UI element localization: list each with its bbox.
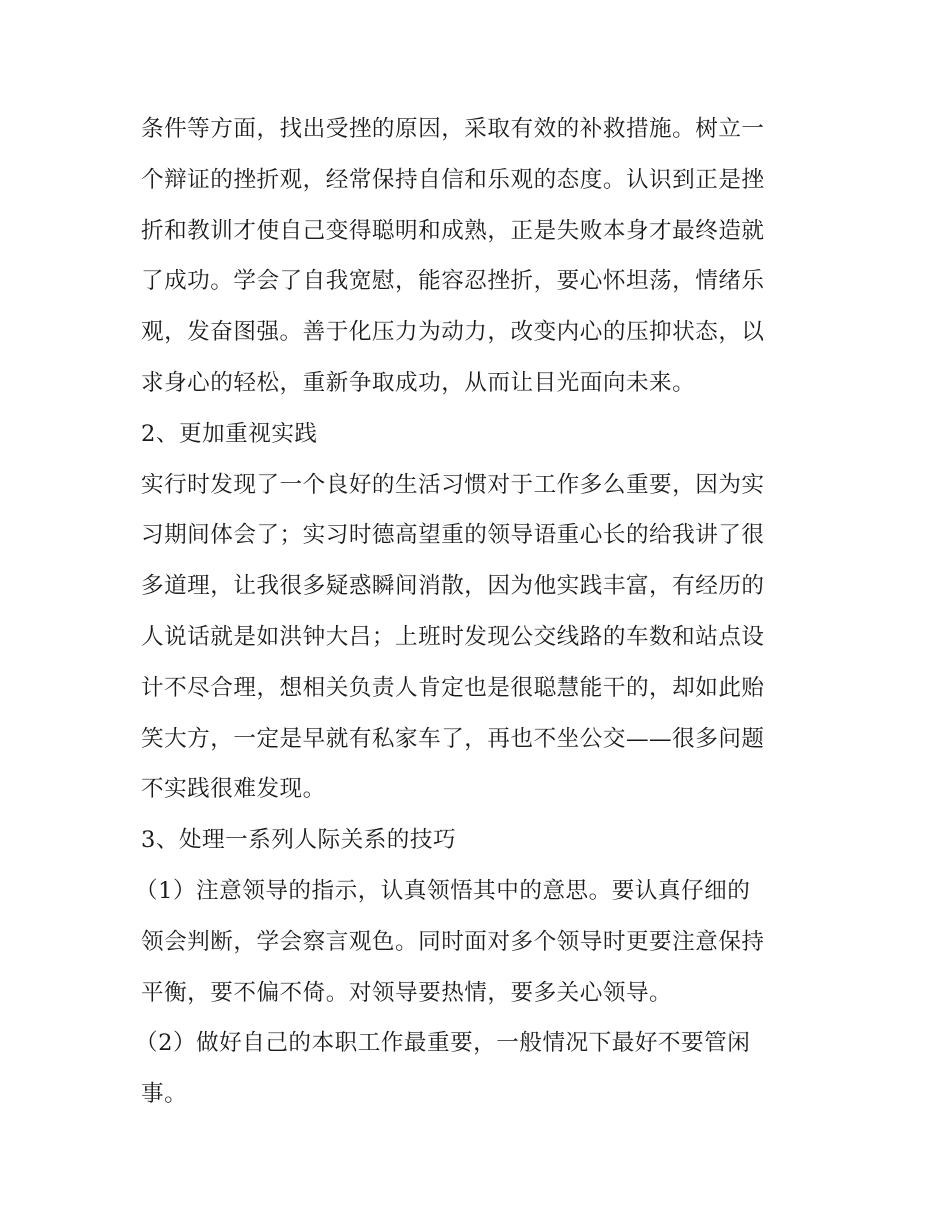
paragraph-line-12: 笑大方，一定是早就有私家车了，再也不坐公交——很多问题	[141, 725, 765, 752]
paragraph-line-11: 计不尽合理，想相关负责人肯定也是很聪慧能干的，却如此贻	[141, 674, 765, 701]
document-body	[135, 104, 813, 1120]
paragraph-line-1: 条件等方面，找出受挫的原因，采取有效的补救措施。树立一	[141, 116, 765, 142]
paragraph-line-7: 实行时发现了一个良好的生活习惯对于工作多么重要，因为实	[141, 471, 765, 498]
section-heading-2: 2、更加重视实践	[141, 420, 318, 447]
paragraph-line-4: 了成功。学会了自我宽慰，能容忍挫折，要心怀坦荡，情绪乐	[141, 268, 765, 295]
list-item-2-line-2: 事。	[141, 1081, 188, 1108]
paragraph-line-5: 观，发奋图强。善于化压力为动力，改变内心的压抑状态，以	[141, 319, 765, 346]
section-heading-3: 3、处理一系列人际关系的技巧	[141, 827, 457, 854]
paragraph-line-6: 求身心的轻松，重新争取成功，从而让目光面向未来。	[141, 369, 696, 396]
list-item-1-line-3: 平衡，要不偏不倚。对领导要热情，要多关心领导。	[141, 979, 673, 1006]
list-item-1-line-1: （1）注意领导的指示，认真领悟其中的意思。要认真仔细的	[135, 877, 751, 904]
paragraph-line-10: 人说话就是如洪钟大吕；上班时发现公交线路的车数和站点设	[141, 623, 765, 650]
list-item-1-line-2: 领会判断，学会察言观色。同时面对多个领导时更要注意保持	[141, 928, 765, 955]
paragraph-line-8: 习期间体会了；实习时德高望重的领导语重心长的给我讲了很	[141, 522, 765, 549]
paragraph-line-2: 个辩证的挫折观，经常保持自信和乐观的态度。认识到正是挫	[141, 166, 765, 193]
paragraph-line-13: 不实践很难发现。	[141, 776, 326, 803]
list-item-2-line-1: （2）做好自己的本职工作最重要，一般情况下最好不要管闲	[135, 1030, 751, 1057]
paragraph-line-9: 多道理，让我很多疑惑瞬间消散，因为他实践丰富，有经历的	[141, 573, 765, 600]
paragraph-line-3: 折和教训才使自己变得聪明和成熟，正是失败本身才最终造就	[141, 217, 765, 244]
